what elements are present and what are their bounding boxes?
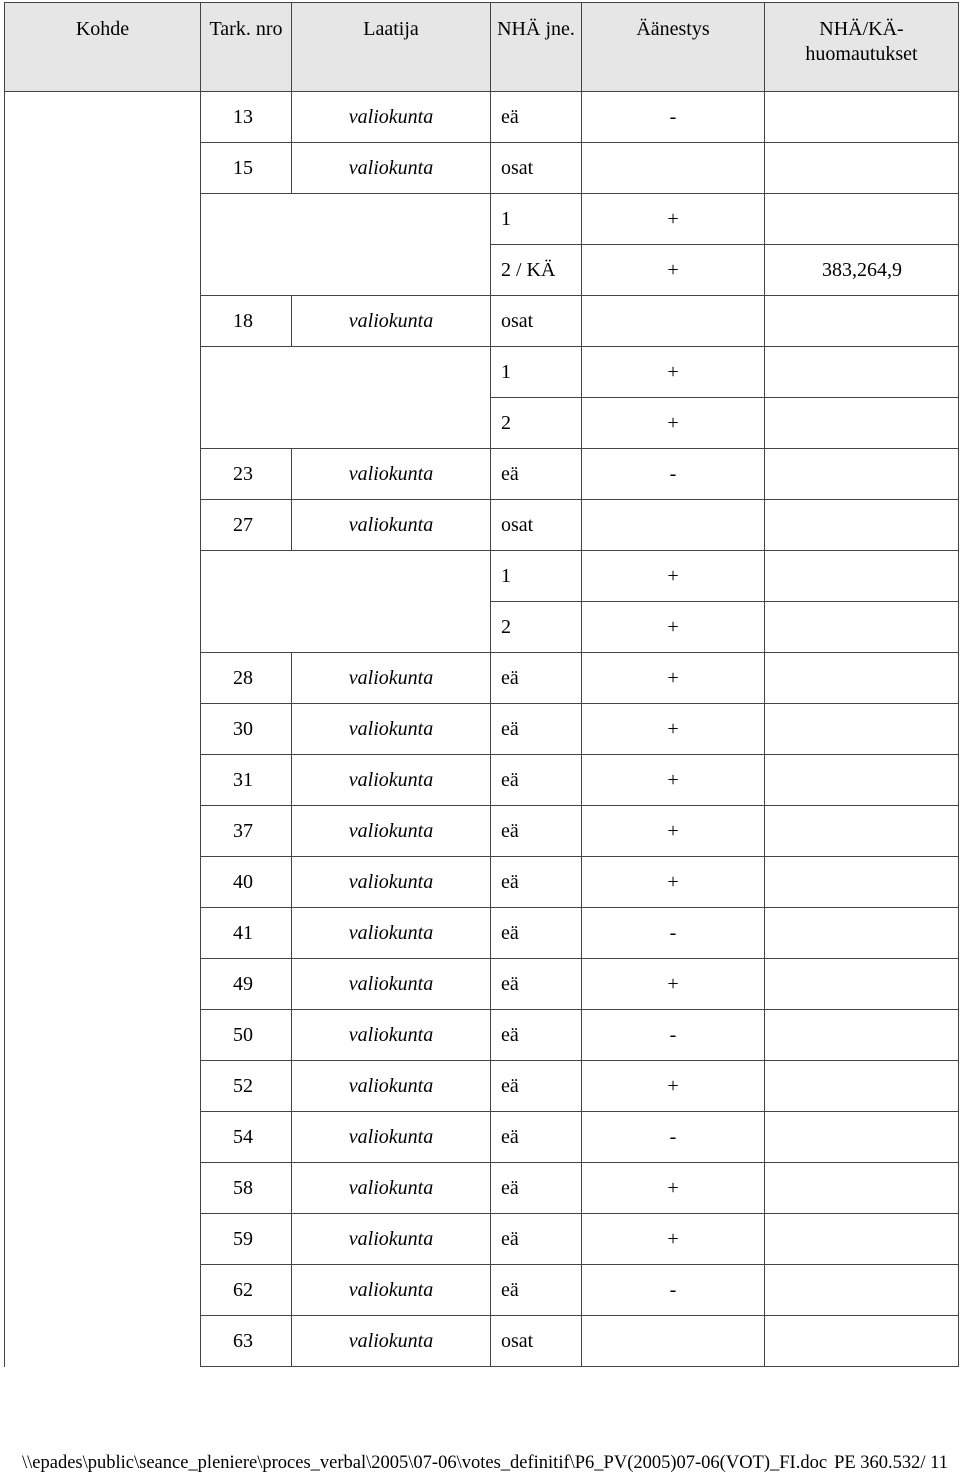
vote-cell: +: [582, 857, 765, 908]
amendment-number: 59: [201, 1214, 292, 1265]
amendment-number: 23: [201, 449, 292, 500]
amendment-number: 58: [201, 1163, 292, 1214]
vote-cell: +: [582, 551, 765, 602]
vote-cell: +: [582, 755, 765, 806]
amendment-number: 37: [201, 806, 292, 857]
amendment-number: 28: [201, 653, 292, 704]
vote-cell: +: [582, 602, 765, 653]
amendment-number: 15: [201, 143, 292, 194]
author-cell: valiokunta: [292, 653, 491, 704]
remarks-cell: [765, 704, 959, 755]
author-cell: valiokunta: [292, 296, 491, 347]
author-cell: valiokunta: [292, 449, 491, 500]
vote-cell: +: [582, 245, 765, 296]
nha-cell: osat: [491, 1316, 582, 1367]
empty-cell: [201, 398, 491, 449]
nha-cell: eä: [491, 755, 582, 806]
vote-cell: +: [582, 1163, 765, 1214]
nha-cell: eä: [491, 92, 582, 143]
kohde-cell: [5, 92, 201, 1367]
nha-cell: eä: [491, 1265, 582, 1316]
vote-cell: -: [582, 908, 765, 959]
document-path: \\epades\public\seance_pleniere\proces_verbal\2005\07-06\votes_definitif\P6_PV(2005)07-06(VOT)_FI.doc: [22, 1453, 828, 1473]
nha-cell: eä: [491, 959, 582, 1010]
amendment-number: 30: [201, 704, 292, 755]
empty-cell: [201, 347, 491, 398]
nha-cell: eä: [491, 653, 582, 704]
vote-cell: -: [582, 92, 765, 143]
remarks-cell: [765, 92, 959, 143]
nha-cell: eä: [491, 449, 582, 500]
header-nha: NHÄ jne.: [491, 3, 582, 92]
vote-cell: -: [582, 449, 765, 500]
author-cell: valiokunta: [292, 1265, 491, 1316]
author-cell: valiokunta: [292, 1163, 491, 1214]
nha-cell: osat: [491, 143, 582, 194]
vote-cell: +: [582, 806, 765, 857]
remarks-cell: [765, 1061, 959, 1112]
remarks-cell: [765, 653, 959, 704]
remarks-cell: [765, 959, 959, 1010]
vote-cell: +: [582, 959, 765, 1010]
amendment-number: 40: [201, 857, 292, 908]
empty-cell: [201, 551, 491, 602]
remarks-cell: [765, 1163, 959, 1214]
empty-cell: [201, 194, 491, 245]
nha-cell: 2: [491, 602, 582, 653]
vote-cell: -: [582, 1265, 765, 1316]
vote-cell: [582, 296, 765, 347]
header-kohde: Kohde: [5, 3, 201, 92]
remarks-cell: [765, 500, 959, 551]
nha-cell: eä: [491, 806, 582, 857]
amendment-number: 50: [201, 1010, 292, 1061]
amendment-number: 41: [201, 908, 292, 959]
remarks-cell: [765, 602, 959, 653]
author-cell: valiokunta: [292, 1316, 491, 1367]
page-footer: [0, 1453, 960, 1477]
nha-cell: eä: [491, 908, 582, 959]
header-tark-nro: Tark. nro: [201, 3, 292, 92]
nha-cell: eä: [491, 704, 582, 755]
nha-cell: 1: [491, 347, 582, 398]
remarks-cell: [765, 143, 959, 194]
nha-cell: eä: [491, 1214, 582, 1265]
author-cell: valiokunta: [292, 1112, 491, 1163]
amendment-number: 52: [201, 1061, 292, 1112]
remarks-cell: [765, 806, 959, 857]
author-cell: valiokunta: [292, 959, 491, 1010]
vote-cell: -: [582, 1010, 765, 1061]
amendment-number: 63: [201, 1316, 292, 1367]
page-reference: PE 360.532/ 11: [834, 1453, 948, 1473]
remarks-cell: [765, 398, 959, 449]
vote-cell: +: [582, 1214, 765, 1265]
nha-cell: eä: [491, 1010, 582, 1061]
table-row: [5, 92, 959, 143]
author-cell: valiokunta: [292, 1214, 491, 1265]
author-cell: valiokunta: [292, 755, 491, 806]
remarks-cell: [765, 908, 959, 959]
header-laatija: Laatija: [292, 3, 491, 92]
vote-cell: [582, 1316, 765, 1367]
remarks-cell: 383,264,9: [765, 245, 959, 296]
vote-cell: +: [582, 347, 765, 398]
remarks-cell: [765, 1265, 959, 1316]
vote-cell: +: [582, 1061, 765, 1112]
amendment-number: 54: [201, 1112, 292, 1163]
author-cell: valiokunta: [292, 92, 491, 143]
remarks-cell: [765, 449, 959, 500]
remarks-cell: [765, 551, 959, 602]
empty-cell: [201, 602, 491, 653]
remarks-cell: [765, 1214, 959, 1265]
amendment-number: 13: [201, 92, 292, 143]
vote-cell: -: [582, 1112, 765, 1163]
votes-table: [4, 2, 959, 1367]
nha-cell: 1: [491, 194, 582, 245]
amendment-number: 62: [201, 1265, 292, 1316]
nha-cell: 1: [491, 551, 582, 602]
amendment-number: 18: [201, 296, 292, 347]
author-cell: valiokunta: [292, 143, 491, 194]
remarks-cell: [765, 1010, 959, 1061]
author-cell: valiokunta: [292, 908, 491, 959]
remarks-cell: [765, 857, 959, 908]
nha-cell: 2: [491, 398, 582, 449]
empty-cell: [201, 245, 491, 296]
amendment-number: 27: [201, 500, 292, 551]
remarks-cell: [765, 194, 959, 245]
nha-cell: osat: [491, 296, 582, 347]
remarks-cell: [765, 347, 959, 398]
remarks-cell: [765, 1112, 959, 1163]
author-cell: valiokunta: [292, 704, 491, 755]
nha-cell: eä: [491, 1112, 582, 1163]
author-cell: valiokunta: [292, 857, 491, 908]
header-aanestys: Äänestys: [582, 3, 765, 92]
vote-cell: +: [582, 194, 765, 245]
amendment-number: 31: [201, 755, 292, 806]
author-cell: valiokunta: [292, 1061, 491, 1112]
author-cell: valiokunta: [292, 500, 491, 551]
nha-cell: osat: [491, 500, 582, 551]
header-huomautukset: NHÄ/KÄ-huomautukset: [765, 3, 959, 92]
vote-cell: [582, 143, 765, 194]
nha-cell: eä: [491, 1061, 582, 1112]
author-cell: valiokunta: [292, 806, 491, 857]
remarks-cell: [765, 1316, 959, 1367]
vote-cell: [582, 500, 765, 551]
table-header: [5, 3, 959, 92]
amendment-number: 49: [201, 959, 292, 1010]
vote-cell: +: [582, 398, 765, 449]
table-body: [5, 92, 959, 1367]
nha-cell: eä: [491, 1163, 582, 1214]
remarks-cell: [765, 755, 959, 806]
vote-cell: +: [582, 704, 765, 755]
remarks-cell: [765, 296, 959, 347]
nha-cell: 2 / KÄ: [491, 245, 582, 296]
vote-cell: +: [582, 653, 765, 704]
nha-cell: eä: [491, 857, 582, 908]
author-cell: valiokunta: [292, 1010, 491, 1061]
